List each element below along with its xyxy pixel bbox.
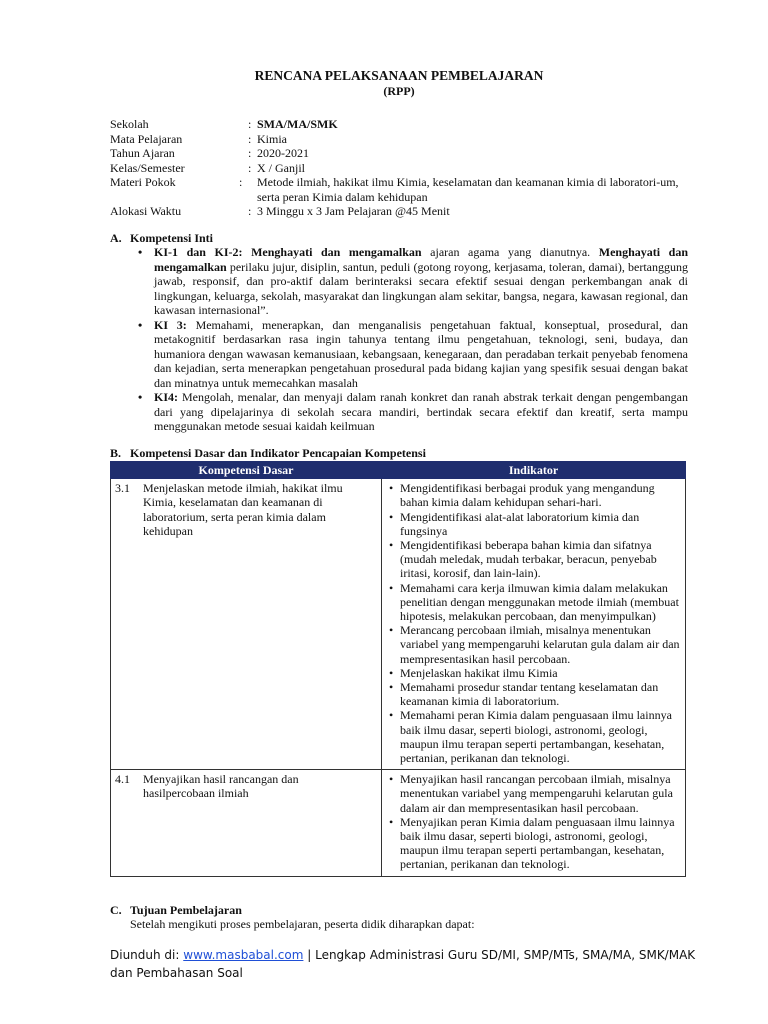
kd-cell xyxy=(111,770,382,876)
list-item: • Merancang percobaan ilmiah, misalnya menentukan variabel yang mempengaruhi kelarutan gula dalam air dan mempresentasikan hasil percobaan. xyxy=(400,623,681,666)
kd-text: Menjelaskan metode ilmiah, hakikat ilmu Kimia, keselamatan dan keamanan di laboratorium, serta peran kimia dalam kehidupan xyxy=(143,481,343,538)
identity-block xyxy=(110,117,688,219)
meta-row: Kelas/Semester : X / Ganjil xyxy=(110,160,305,175)
section-a-heading: A. Kompetensi Inti xyxy=(110,230,214,245)
section-b-heading: B. Kompetensi Dasar dan Indikator Pencapaian Kompetensi xyxy=(110,445,426,460)
meta-value: 2020-2021 xyxy=(257,146,309,160)
meta-row: Alokasi Waktu : 3 Minggu x 3 Jam Pelajaran @45 Menit xyxy=(110,204,450,218)
document-title: RENCANA PELAKSANAAN PEMBELAJARAN xyxy=(254,68,544,83)
meta-label: Tahun Ajaran xyxy=(110,146,175,160)
kd-number: 3.1 xyxy=(115,481,130,496)
page-footer xyxy=(110,946,710,982)
document-page xyxy=(110,68,688,932)
meta-row: Materi Pokok : Metode ilmiah, hakikat ilmu Kimia, keselamatan dan keamanan kimia di laboratori-um, serta peran Kimia dalam kehidupan xyxy=(110,175,679,204)
footer-line2: dan Pembahasan Soal xyxy=(110,966,243,980)
section-c-heading: C. Tujuan Pembelajaran xyxy=(110,902,242,917)
kompetensi-inti-list xyxy=(110,245,688,434)
list-item: • KI4: Mengolah, menalar, dan menyaji dalam ranah konkret dan ranah abstrak terkait dengan pengembangan dari yang dipelajarinya di sekolah secara mandiri, bertindak secara efektif dan kreatif, serta mampu menggunakan metode sesuai kaidah keilmuan xyxy=(138,390,688,434)
indikator-cell xyxy=(382,479,686,770)
kd-text: Menyajikan hasil rancangan dan hasilpercobaan ilmiah xyxy=(143,772,299,801)
meta-label: Kelas/Semester xyxy=(110,160,185,175)
table-row xyxy=(111,770,686,876)
list-item: • Menyajikan hasil rancangan percobaan ilmiah, misalnya menentukan variabel yang mempengaruhi kelarutan gula dalam air dan mempresentasikan hasil percobaan. xyxy=(400,772,681,815)
document-subtitle: (RPP) xyxy=(383,84,415,98)
meta-label: Materi Pokok xyxy=(110,175,176,189)
list-item: • KI 3: Memahami, menerapkan, dan menganalisis pengetahuan faktual, konseptual, prosedural, dan metakognitif berdasarkan rasa ingin tahunya tentang ilmu pengetahuan, teknologi, seni, budaya, dan humaniora dengan wawasan kemanusiaan, kebangsaan, kenegaraan, dan peradaban terkait penyebab fenomena dan kejadian, serta menerapkan pengetahuan prosedural pada bidang kajian yang spesifik sesuai dengan bakat dan minatnya untuk memecahkan masalah xyxy=(138,318,688,391)
list-item: • Memahami prosedur standar tentang keselamatan dan keamanan kimia di laboratorium. xyxy=(400,680,681,708)
footer-prefix: Diunduh di: xyxy=(110,948,184,962)
footer-suffix: | Lengkap Administrasi Guru SD/MI, SMP/MTs, SMA/MA, SMK/MAK xyxy=(303,948,696,962)
indikator-list xyxy=(386,481,681,765)
kd-cell xyxy=(111,479,382,770)
list-item: • Menyajikan peran Kimia dalam penguasaan ilmu lainnya baik ilmu dasar, seperti biologi, astronomi, geologi, maupun ilmu terapan seperti pertambangan, kesehatan, pertanian, perikanan dan teknologi. xyxy=(400,815,681,872)
list-item: • Menjelaskan hakikat ilmu Kimia xyxy=(400,666,681,680)
meta-value: X / Ganjil xyxy=(257,160,305,175)
table-header-indikator: Indikator xyxy=(382,462,686,479)
table-header-kd: Kompetensi Dasar xyxy=(111,462,382,479)
list-item: • Memahami peran Kimia dalam penguasaan ilmu lainnya baik ilmu dasar, seperti biologi, astronomi, geologi, maupun ilmu terapan seperti pertambangan, kesehatan, pertanian, perikanan dan teknologi. xyxy=(400,708,681,765)
meta-row: Sekolah : SMA/MA/SMK xyxy=(110,117,338,131)
meta-value: 3 Minggu x 3 Jam Pelajaran @45 Menit xyxy=(257,204,450,218)
meta-label: Mata Pelajaran xyxy=(110,131,183,146)
meta-label: Sekolah xyxy=(110,117,149,131)
meta-value: Kimia xyxy=(257,131,287,146)
meta-row: Tahun Ajaran : 2020-2021 xyxy=(110,146,309,160)
list-item: • Mengidentifikasi alat-alat laboratorium kimia dan fungsinya xyxy=(400,510,681,538)
list-item: • Memahami cara kerja ilmuwan kimia dalam melakukan penelitian dengan menggunakan metode ilmiah (membuat hipotesis, melakukan percobaan, dan menyimpulkan) xyxy=(400,581,681,624)
tujuan-text: Setelah mengikuti proses pembelajaran, peserta didik diharapkan dapat: xyxy=(130,917,475,932)
meta-value: SMA/MA/SMK xyxy=(257,117,338,131)
indikator-list xyxy=(386,772,681,871)
list-item: • Mengidentifikasi berbagai produk yang mengandung bahan kimia dalam kehidupan sehari-hari. xyxy=(400,481,681,509)
footer-link[interactable]: www.masbabal.com xyxy=(183,948,304,962)
table-row xyxy=(111,479,686,770)
meta-label: Alokasi Waktu xyxy=(110,204,182,218)
kd-number: 4.1 xyxy=(115,772,130,787)
list-item: • KI-1 dan KI-2: Menghayati dan mengamalkan ajaran agama yang dianutnya. Menghayati dan mengamalkan perilaku jujur, disiplin, santun, peduli (gotong royong, kerjasama, toleran, damai), bertanggung jawab, responsif, dan pro-aktif dalam berinteraksi secara efektif sesuai dengan perkembangan anak di lingkungan, keluarga, sekolah, masyarakat dan lingkungan alam sekitar, bangsa, negara, kawasan regional, dan kawasan internasional”. xyxy=(138,245,688,318)
kd-indikator-table xyxy=(110,461,686,877)
meta-row: Mata Pelajaran : Kimia xyxy=(110,131,287,146)
meta-value: Metode ilmiah, hakikat ilmu Kimia, keselamatan dan keamanan kimia di laboratori-um, serta peran Kimia dalam kehidupan xyxy=(257,175,679,204)
list-item: • Mengidentifikasi beberapa bahan kimia dan sifatnya (mudah meledak, mudah terbakar, beracun, penyebab iritasi, korosif, dan lain-lain). xyxy=(400,538,681,581)
indikator-cell xyxy=(382,770,686,876)
